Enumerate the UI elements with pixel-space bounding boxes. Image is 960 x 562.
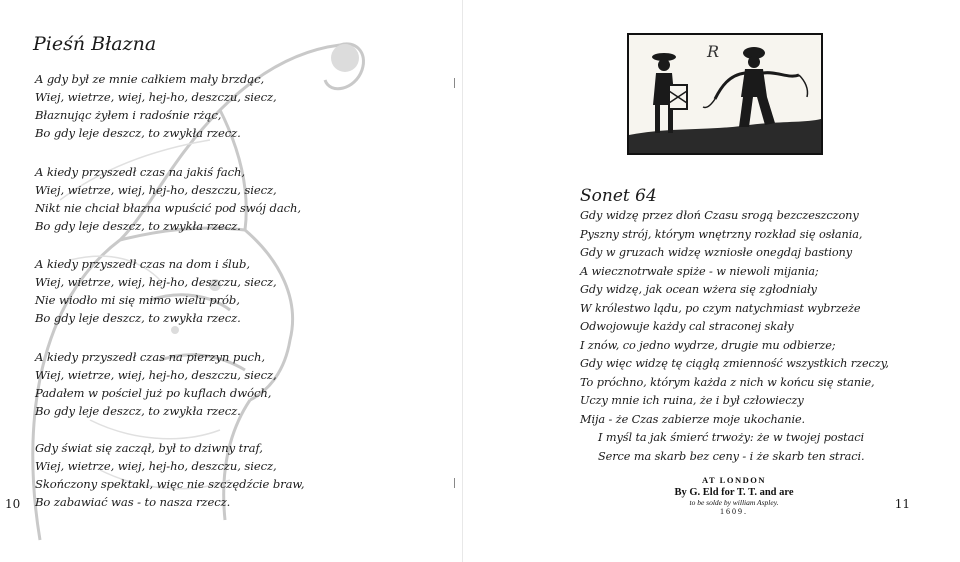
- imprint-place: AT LONDON: [702, 475, 766, 485]
- page-number: 10: [5, 497, 21, 511]
- verse-line: Padałem w pościel już po kuflach dwóch,: [35, 386, 272, 400]
- crop-mark: [454, 478, 455, 488]
- stanza: [35, 348, 277, 420]
- sonnet-line: To próchno, którym każda z nich w końcu się stanie,: [580, 375, 875, 389]
- imprint-by-line: By G. Eld for T. T. and are: [674, 487, 794, 498]
- sonnet-line: I znów, co jedno wydrze, drugie mu odbierze;: [580, 338, 836, 352]
- verse-line: Bo gdy leje deszcz, to zwykła rzecz.: [35, 219, 241, 233]
- sonnet-line: Gdy widzę przez dłoń Czasu srogą bezczeszczony: [580, 209, 859, 222]
- verse-line: Wiej, wietrze, wiej, hej-ho, deszczu, siecz,: [35, 183, 277, 197]
- stanza: [35, 255, 277, 327]
- page-title: Pieśń Błazna: [33, 32, 157, 55]
- verse-line: A kiedy przyszedł czas na pierzyn puch,: [35, 350, 265, 364]
- verse-line: Bo gdy leje deszcz, to zwykła rzecz.: [35, 311, 241, 325]
- sonnet-line: Uczy mnie ich ruina, że i był człowieczy: [580, 394, 804, 407]
- sonnet-line: Odwojowuje każdy cal straconej skały: [580, 320, 794, 333]
- woodcut-letter: R: [707, 42, 720, 61]
- verse-line: Wiej, wietrze, wiej, hej-ho, deszczu, siecz,: [35, 459, 277, 473]
- sonnet-line: Gdy w gruzach widzę wzniosłe onegdaj bastiony: [580, 246, 852, 259]
- verse-line: Bo zabawiać was - to nasza rzecz.: [35, 495, 231, 509]
- imprint: [659, 475, 809, 516]
- sonnet-title: Sonet 64: [580, 186, 657, 207]
- verse-line: Bo gdy leje deszcz, to zwykła rzecz.: [35, 126, 241, 140]
- right-page: [462, 0, 960, 562]
- stanza: [35, 70, 277, 142]
- stanza: [35, 439, 304, 511]
- dancers-woodcut-image: [629, 35, 821, 153]
- verse-line: Wiej, wietrze, wiej, hej-ho, deszczu, siecz,: [35, 368, 277, 382]
- verse-line: A kiedy przyszedł czas na dom i ślub,: [35, 257, 250, 271]
- crop-mark: [454, 78, 455, 88]
- sonnet-line: Pyszny strój, którym wnętrzny rozkład się osłania,: [580, 227, 863, 241]
- verse-line: Nikt nie chciał błazna wpuścić pod swój dach,: [35, 201, 301, 215]
- imprint-sold-line: to be solde by william Aspley.: [689, 498, 779, 507]
- page-number: 11: [894, 497, 910, 511]
- verse-line: Wiej, wietrze, wiej, hej-ho, deszczu, siecz,: [35, 90, 277, 104]
- verse-line: A gdy był ze mnie całkiem mały brzdąc,: [35, 72, 265, 86]
- sonnet-line: Gdy widzę, jak ocean wżera się zgłodniały: [580, 283, 817, 296]
- sonnet-line: Serce ma skarb bez ceny - i że skarb ten straci.: [598, 449, 865, 463]
- sonnet-line: Mija - że Czas zabierze moje ukochanie.: [580, 412, 806, 426]
- verse-line: Skończony spektakl, więc nie szczędźcie braw,: [35, 477, 305, 491]
- sonnet-line: A wiecznotrwałe spiże - w niewoli mijania;: [580, 264, 819, 278]
- stanza: [35, 163, 301, 235]
- left-page: [0, 0, 462, 562]
- woodcut-illustration: [627, 33, 823, 155]
- sonnet-text: [580, 207, 889, 466]
- verse-line: Gdy świat się zaczął, był to dziwny traf,: [35, 441, 263, 455]
- verse-line: A kiedy przyszedł czas na jakiś fach,: [35, 165, 245, 179]
- verse-line: Bo gdy leje deszcz, to zwykła rzecz.: [35, 404, 241, 418]
- verse-line: Błaznując żyłem i radośnie rżąc,: [35, 108, 222, 122]
- verse-line: Nie wiodło mi się mimo wielu prób,: [35, 293, 240, 307]
- sonnet-line: W królestwo lądu, po czym natychmiast wybrzeże: [580, 301, 861, 315]
- sonnet-line: Gdy więc widzę tę ciągłą zmienność wszystkich rzeczy,: [580, 357, 889, 370]
- sonnet-line: I myśl ta jak śmierć trwoży: że w twojej postaci: [598, 431, 864, 444]
- verse-line: Wiej, wietrze, wiej, hej-ho, deszczu, siecz,: [35, 275, 277, 289]
- imprint-year: 1609.: [720, 507, 748, 516]
